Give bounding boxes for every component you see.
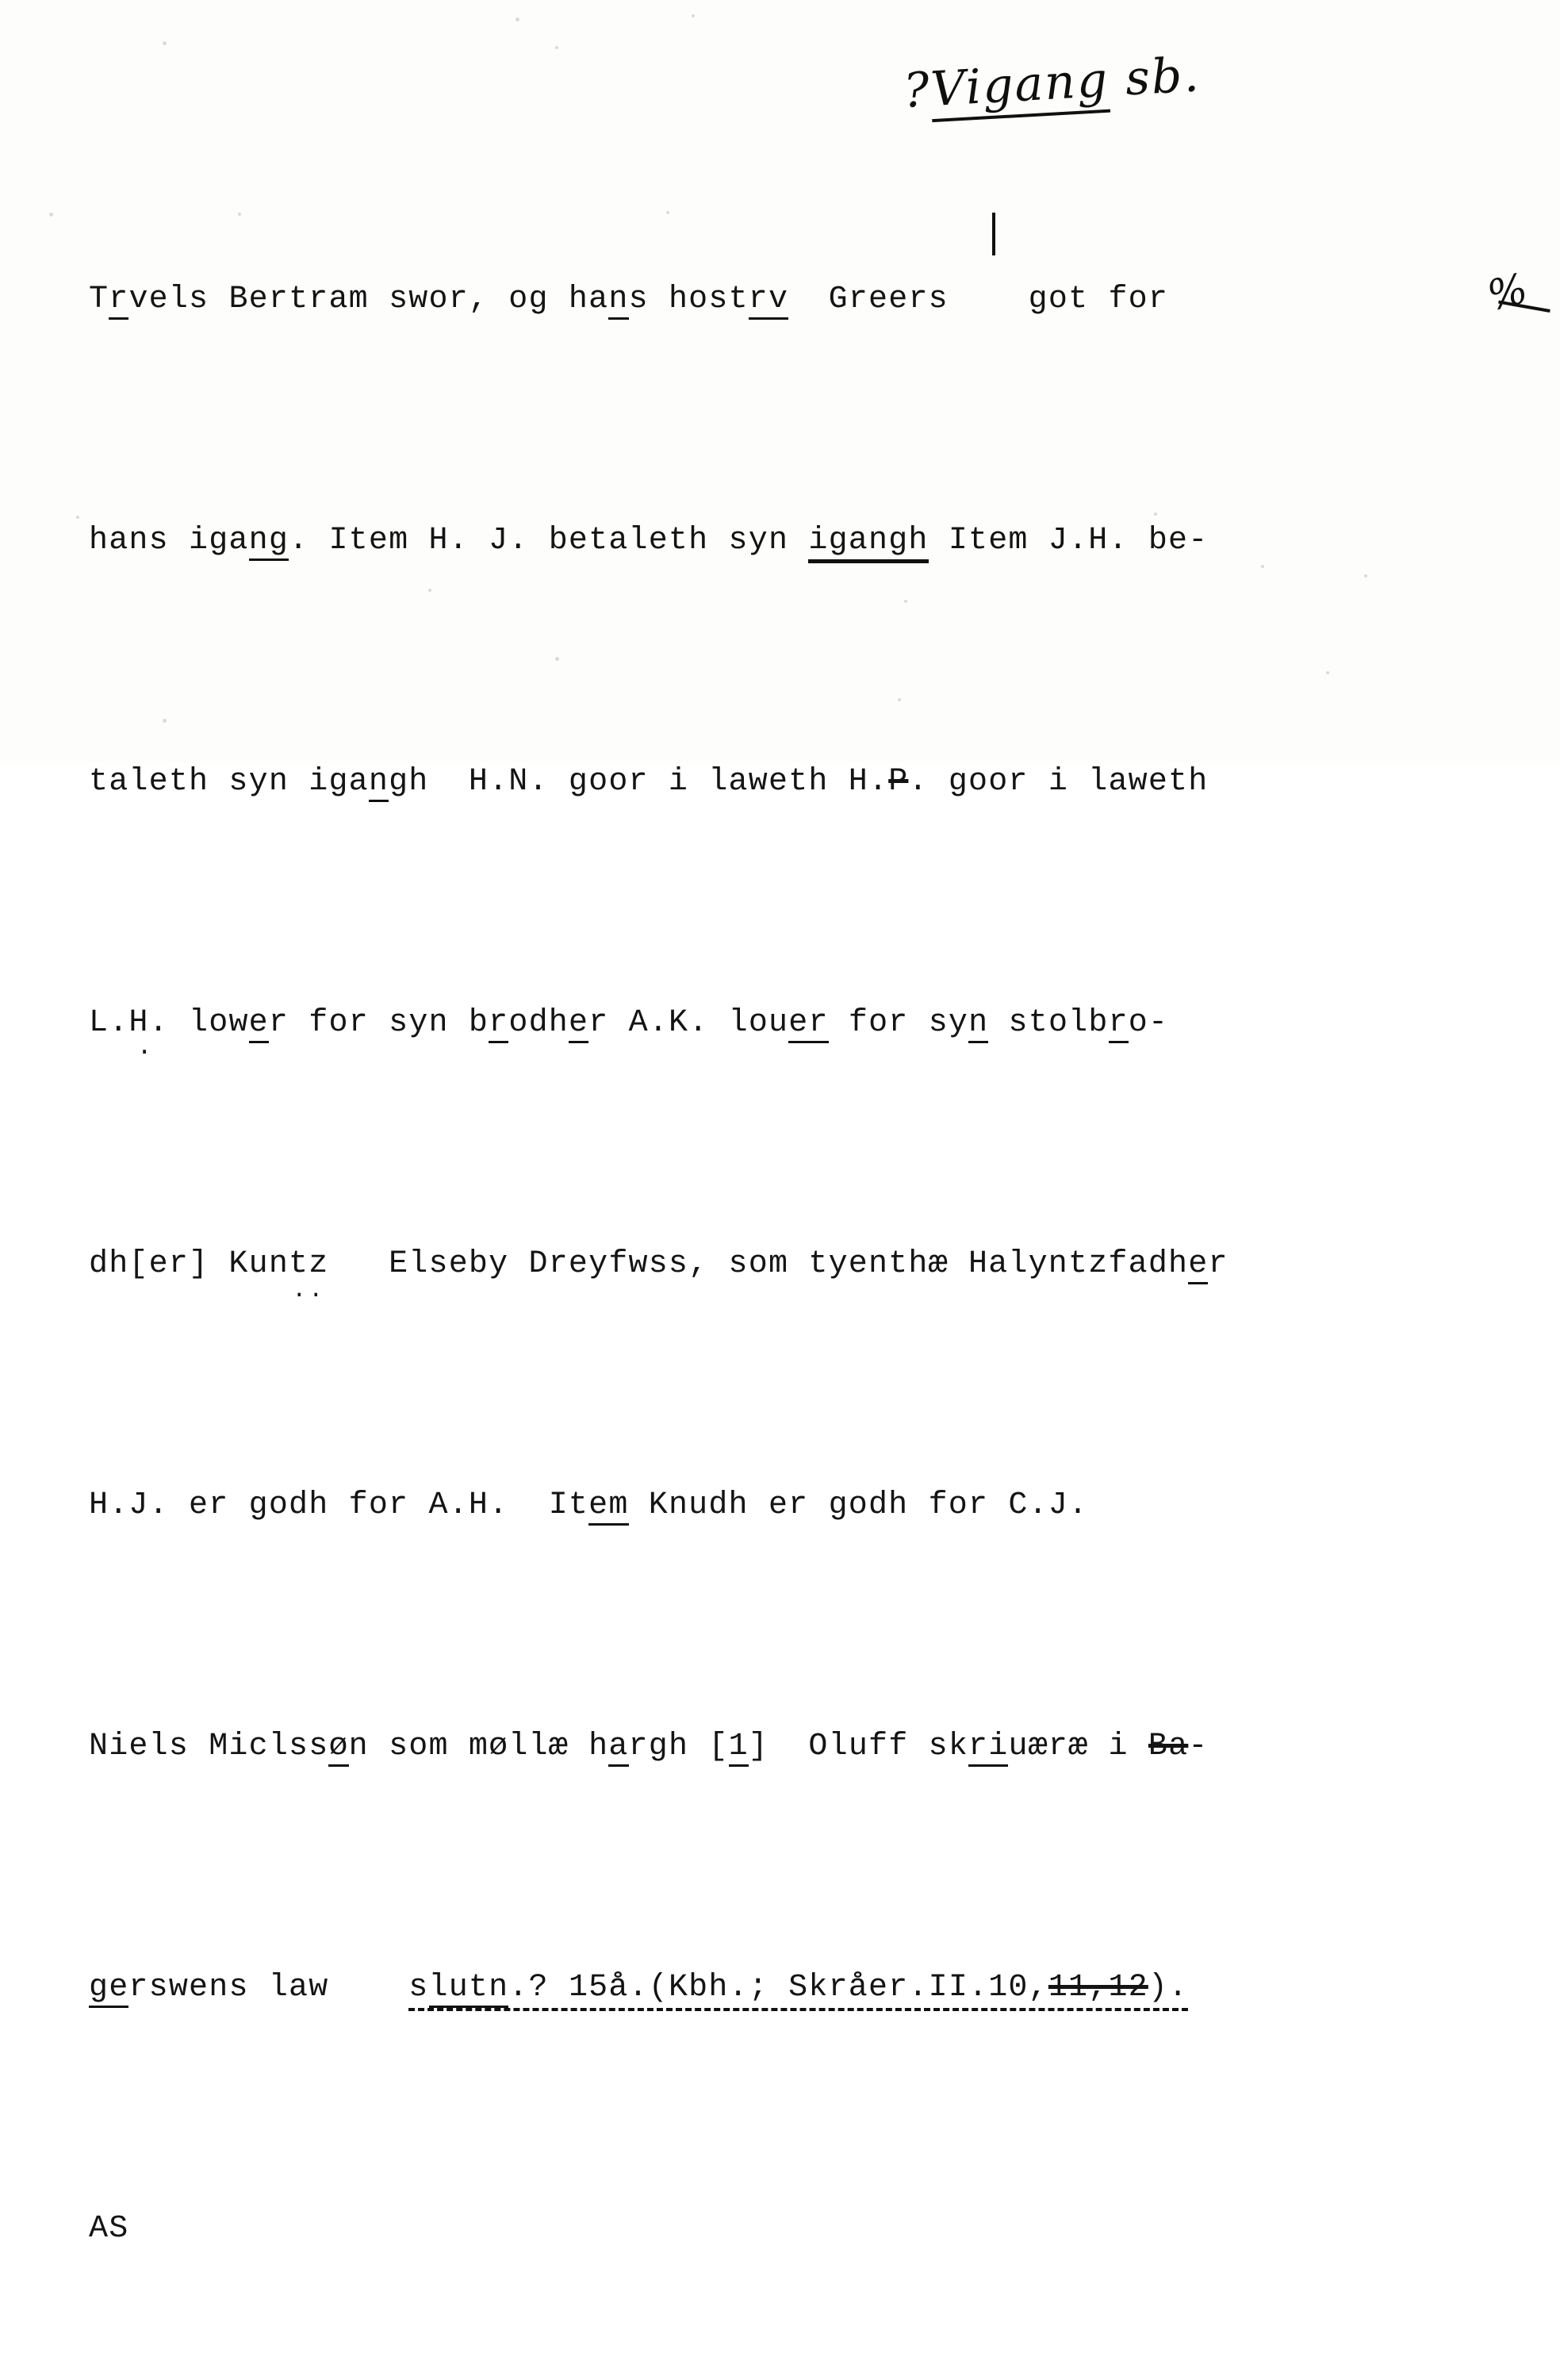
scan-speckle bbox=[49, 213, 53, 217]
handwritten-suffix: sb. bbox=[1124, 47, 1202, 107]
typescript-line: L.H .. lower for syn brodher A.K. louer for syn stolbro- bbox=[89, 993, 1516, 1054]
typescript-line: Niels Miclssøn som møllæ hargh [1] Oluff skriuæræ i Ba- bbox=[89, 1717, 1516, 1777]
typescript-initials: AS bbox=[89, 2211, 129, 2247]
typescript-body bbox=[89, 89, 1516, 2380]
typescript-line: dh[er] Kuntz .. Elseby Dreyfwss, som tyenthæ Halyntzfadher bbox=[89, 1234, 1516, 1295]
scan-speckle bbox=[516, 17, 519, 21]
scan-speckle bbox=[555, 46, 558, 49]
pen-stroke-vertical-bar bbox=[992, 213, 995, 255]
handwritten-lead: ? bbox=[902, 62, 933, 120]
typescript-line: taleth syn igangh H.N. goor i laweth H.P. goor i laweth bbox=[89, 752, 1516, 812]
typescript-line: H.J. er godh for A.H. Item Knudh er godh for C.J. bbox=[89, 1476, 1516, 1536]
handwritten-keyword: Vigang bbox=[929, 52, 1111, 122]
typescript-line: gerswens law slutn.? 15å.(Kbh.; Skråer.II.10,11,12). bbox=[89, 1958, 1516, 2018]
scan-speckle bbox=[76, 516, 79, 519]
typescript-line: hans igang. Item H. J. betaleth syn igangh Item J.H. be- bbox=[89, 511, 1516, 571]
margin-mark-glyph: % bbox=[1482, 264, 1533, 321]
typescript-line: Trvels Bertram swor, og hans hostrv Greers got for bbox=[89, 270, 1516, 330]
scan-speckle bbox=[163, 41, 167, 45]
scan-speckle bbox=[692, 14, 695, 17]
